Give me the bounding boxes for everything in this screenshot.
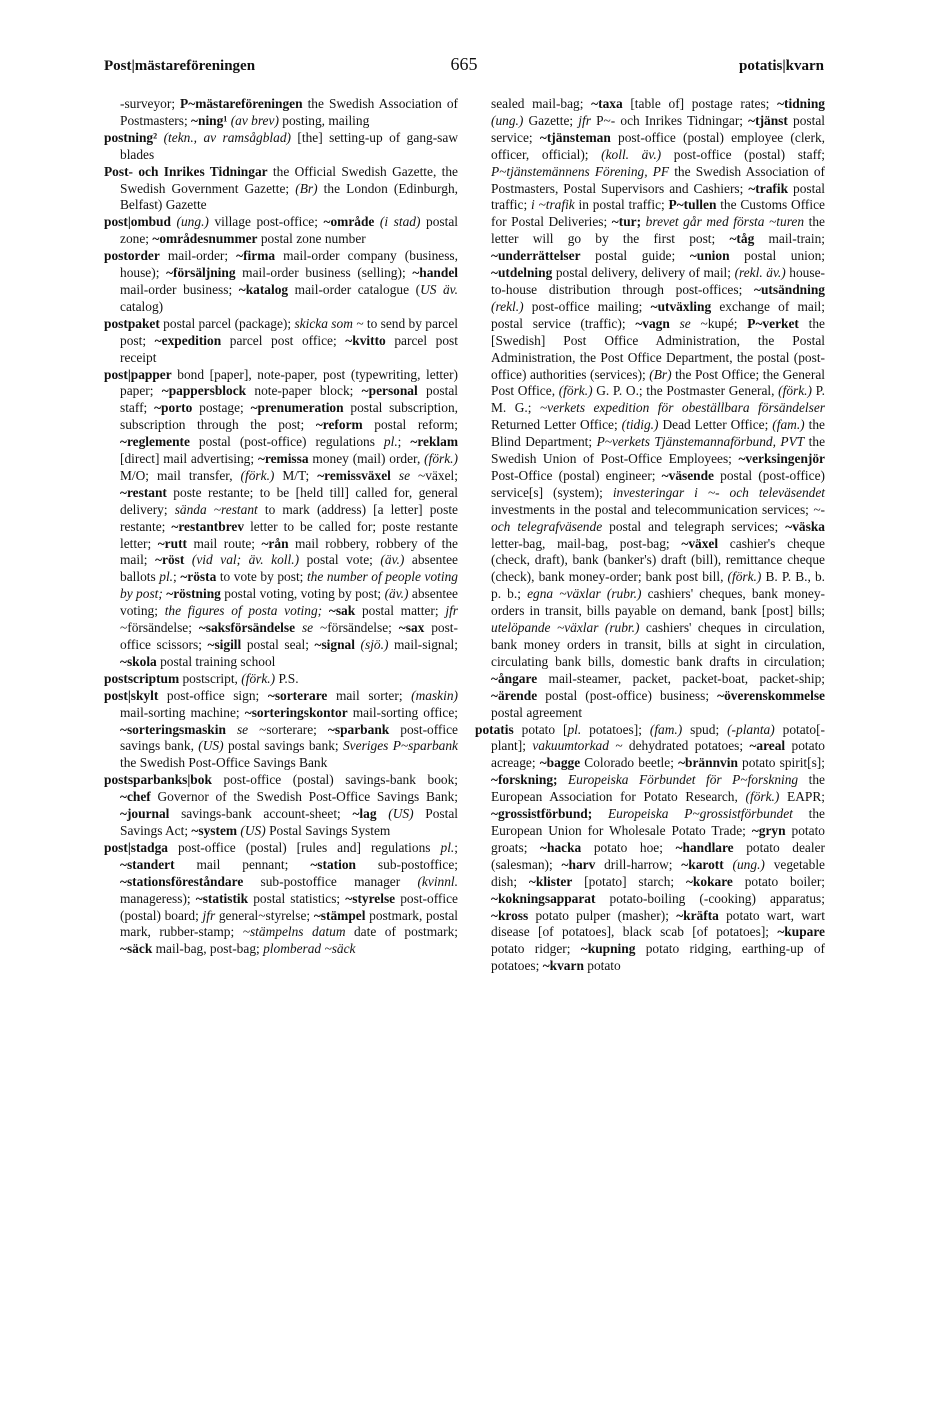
dictionary-entry: postscriptum postscript, (förk.) P.S. [104, 670, 299, 686]
dictionary-entry: potatis potato [pl. potatoes]; (fam.) spud; (-planta) potato[-plant]; vakuumtorkad ~ dehydrated potatoes; ~areal potato acreage; ~bagge Colorado beetle; ~brännvin potato spirit[s]; ~forskning; Europeiska Förbundet för P~forskning the European Association for Potato Research, (förk.) EAPR; ~grossistförbund; Europeiska P~grossistförbundet the European Union for Wholesale Potato Trade; ~gryn potato groats; ~hacka potato hoe; ~handlare potato dealer (salesman); ~harv drill-harrow; ~karott (ung.) vegetable dish; ~klister [potato] starch; ~kokare potato boiler; ~kokningsapparat potato-boiling (-cooking) apparatus; ~kross potato pulper (masher); ~kräfta potato wart, wart disease [of potatoes], black scab [of potatoes]; ~kupare potato ridger; ~kupning potato ridging, earthing-up of potatoes; ~kvarn potato [475, 721, 826, 974]
right-column [475, 96, 825, 975]
dictionary-entry: postning² (tekn., av ramsågblad) [the] setting-up of gang-saw blades [104, 129, 458, 162]
dictionary-entry: post|ombud (ung.) village post-office; ~område (i stad) postal zone; ~områdesnummer postal zone number [104, 214, 458, 247]
header-right-guideword: potatis|kvarn [739, 58, 824, 74]
dictionary-entry: postorder mail-order; ~firma mail-order company (business, house); ~försäljning mail-order business (selling); ~handel mail-order business; ~katalog mail-order catalogue (US äv. catalog) [104, 248, 458, 314]
dictionary-entry: post|skylt post-office sign; ~sorterare mail sorter; (maskin) mail-sorting machine; ~sorteringskontor mail-sorting office; ~sorteringsmaskin se ~sorterare; ~sparbank post-office savings bank, (US) postal savings bank; Sveriges P~sparbank the Swedish Post-Office Savings Bank [104, 687, 459, 771]
header-left-guideword: Post|mästareföreningen [104, 58, 256, 74]
dictionary-entry: post|stadga post-office (postal) [rules and] regulations pl.; ~standert mail pennant; ~station sub-postoffice; ~stationsföreståndare sub-postoffice manager (kvinnl. manageress); ~statistik postal statistics; ~styrelse post-office (postal) board; jfr general~styrelse; ~stämpel postmark, postal mark, rubber-stamp; ~stämpelns datum date of postmark; ~säck mail-bag, post-bag; plomberad ~säck [104, 839, 459, 957]
dictionary-entry: postsparbanks|bok post-office (postal) savings-bank book; ~chef Governor of the Swedish Post-Office Savings Bank; ~journal savings-bank account-sheet; ~lag (US) Postal Savings Act; ~system (US) Postal Savings System [104, 772, 458, 838]
dictionary-entry: sealed mail-bag; ~taxa [table of] postage rates; ~tidning (ung.) Gazette; jfr P~- och Inrikes Tidningar; ~tjänst postal service; ~tjänsteman post-office (postal) employee (clerk, officer, official); (koll. äv.) post-office (postal) staff; P~tjänstemännens Förening, PF the Swedish Association of Postmasters, Postal Supervisors and Cashiers; ~trafik postal traffic; i ~trafik in postal traffic; P~tullen the Customs Office for Postal Deliveries; ~tur; brevet går med första ~turen the letter will go by the first post; ~tåg mail-train; ~underrättelser postal guide; ~union postal union; ~utdelning postal delivery, delivery of mail; (rekl. äv.) house-to-house distribution through post-offices; ~utsändning (rekl.) post-office mailing; ~utväxling exchange of mail; postal service (traffic); ~vagn se ~kupé; P~verket the [Swedish] Post Office Administration, the Postal Administration, the Post Office Department, the postal (post-office) authorities (services); (Br) the Post Office; the General Post Office, (förk.) G. P. O.; the Postmaster General, (förk.) P. M. G.; ~verkets expedition för obeställbara försändelser Returned Letter Office; (tidig.) Dead Letter Office; (fam.) the Blind Department; P~verkets Tjänstemannaförbund, PVT the Swedish Union of Post-Office Employees; ~verksingenjör Post-Office (postal) engineer; ~väsende postal (post-office) service[s] (system); investeringar i ~- och televäsendet investments in the postal and telecommunication services; ~- och telegrafväsende postal and telegraph services; ~väska letter-bag, mail-bag, post-bag; ~växel cashier's cheque (check, draft), bank (banker's) draft (bill), remittance cheque (check), bank money-order; bank post bill, (förk.) B. P. B., b. p. b.; egna ~växlar (rubr.) cashiers' cheques, bank money-orders in transit, bills payable on demand, bank [post] bills; utelöpande ~växlar (rubr.) cashiers' cheques in circulation, bank money orders in transit, bills at sight in circulation, circulating bank bills, domestic bank drafts in circulation; ~ångare mail-steamer, packet, packet-boat, packet-ship; ~ärende postal (post-office) business; ~överenskommelse postal agreement [491, 96, 826, 720]
dictionary-entry: postpaket postal parcel (package); skicka som ~ to send by parcel post; ~expedition parcel post office; ~kvitto parcel post receipt [104, 315, 458, 365]
page-number: 665 [450, 54, 478, 74]
dictionary-entry: Post- och Inrikes Tidningar the Official Swedish Gazette, the Swedish Government Gazette; (Br) the London (Edinburgh, Belfast) Gazette [104, 163, 459, 213]
dictionary-entry: -surveyor; P~mästareföreningen the Swedish Association of Postmasters; ~ning¹ (av brev) posting, mailing [120, 96, 458, 128]
left-column [104, 96, 458, 958]
page-header [104, 54, 824, 82]
dictionary-entry: post|papper bond [paper], note-paper, post (typewriting, letter) paper; ~pappersblock note-paper block; ~personal postal staff; ~porto postage; ~prenumeration postal subscription, subscription through the post; ~reform postal reform; ~reglemente postal (post-office) regulations pl.; ~reklam [direct] mail advertising; ~remissa money (mail) order, (förk.) M/O; mail transfer, (förk.) M/T; ~remissväxel se ~växel; ~restant poste restante; to be [held till] called for, general delivery; sända ~restant to mark (address) [a letter] poste restante; ~restantbrev letter to be called for; poste restante letter; ~rutt mail route; ~rån mail robbery, robbery of the mail; ~röst (vid val; äv. koll.) postal vote; (äv.) absentee ballots pl.; ~rösta to vote by post; the number of people voting by post; ~röstning postal voting, voting by post; (äv.) absentee voting; the figures of posta voting; ~sak postal matter; jfr ~försändelse; ~saksförsändelse se ~försändelse; ~sax post-office scissors; ~sigill postal seal; ~signal (sjö.) mail-signal; ~skola postal training school [104, 366, 459, 669]
